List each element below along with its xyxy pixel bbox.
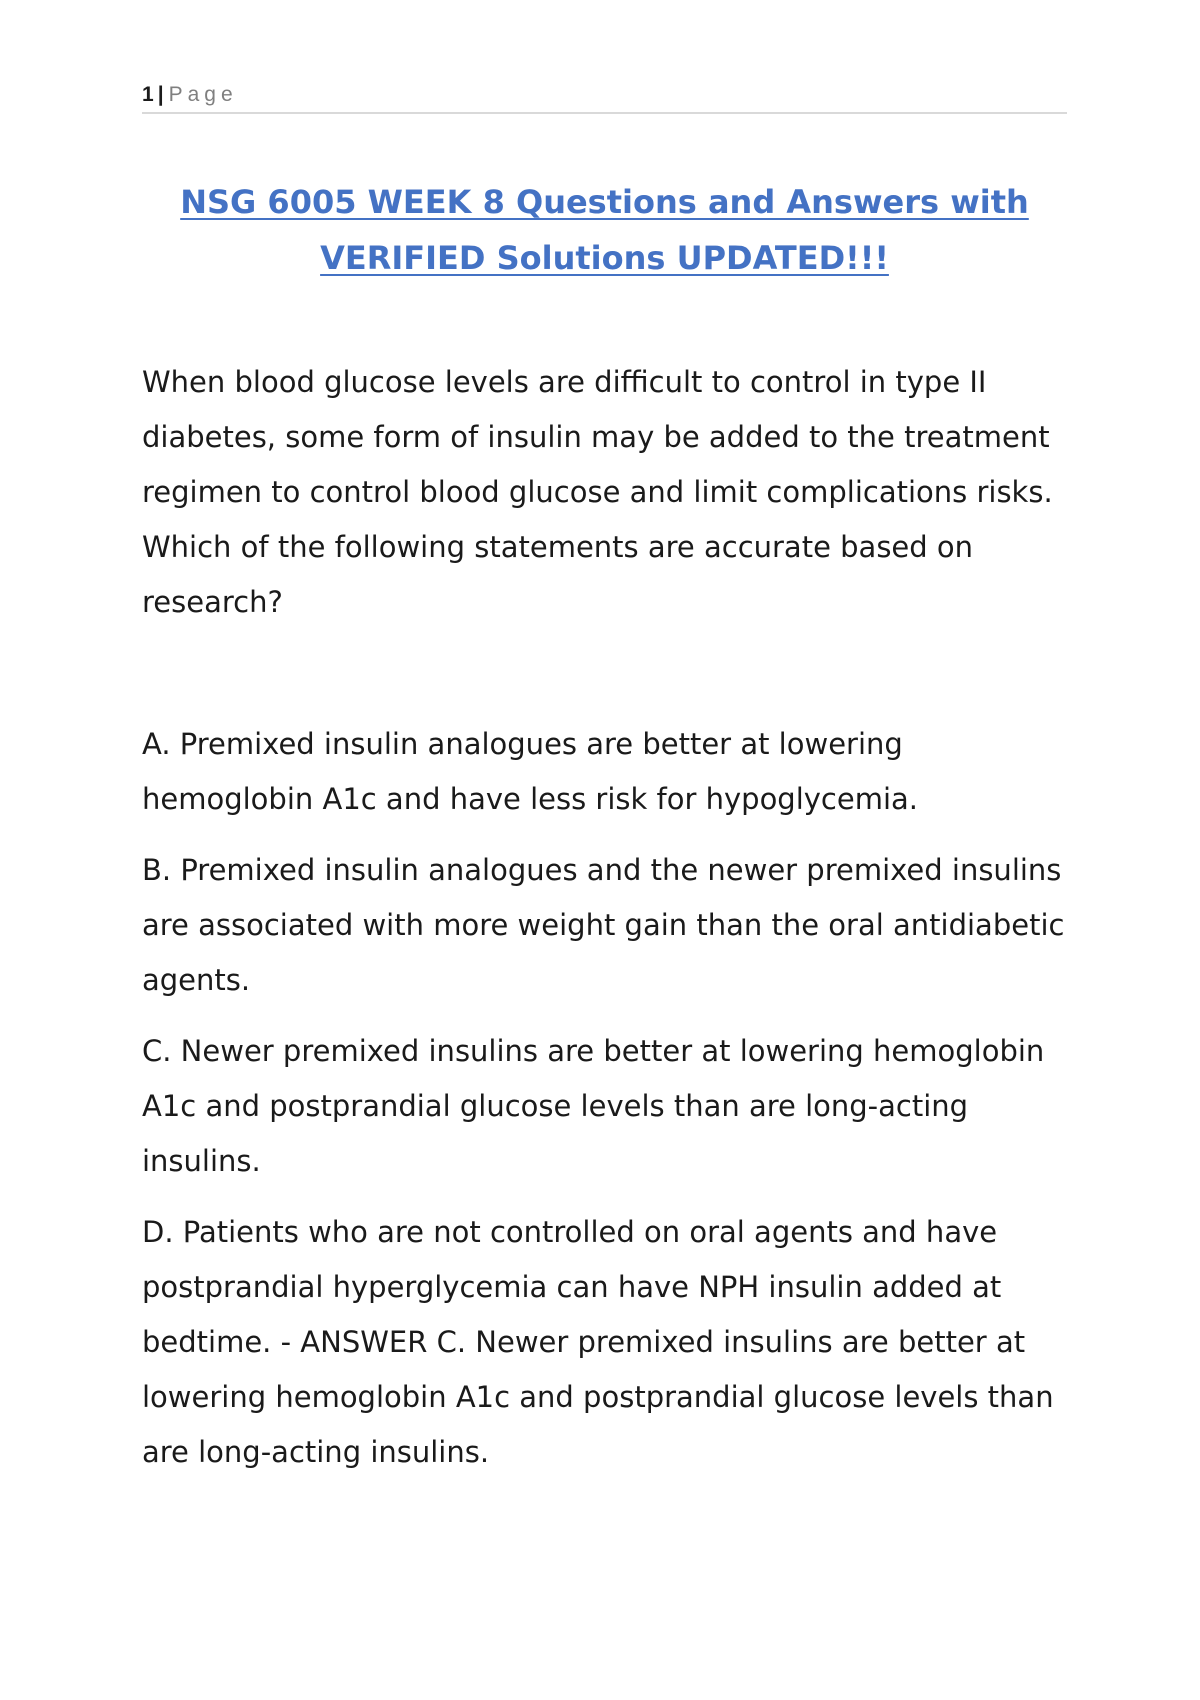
page-header	[142, 78, 1067, 114]
answer-options	[142, 717, 1072, 1480]
page-label: Page	[168, 83, 238, 106]
option-d-with-answer: D. Patients who are not controlled on oral agents and have postprandial hyperglycemia can have NPH insulin added at bedtime. - ANSWER C. Newer premixed insulins are better at lowering hemoglobin A1c and postprandial glucose levels than are long-acting insulins.	[142, 1215, 1054, 1469]
page-number: 1	[142, 83, 154, 106]
page-separator: |	[157, 83, 164, 106]
option-c: C. Newer premixed insulins are better at lowering hemoglobin A1c and postprandial glucose levels than are long-acting insulins.	[142, 1034, 1045, 1178]
option-a: A. Premixed insulin analogues are better at lowering hemoglobin A1c and have less risk for hypoglycemia.	[142, 727, 919, 816]
question-text: When blood glucose levels are difficult to control in type II diabetes, some form of insulin may be added to the treatment regimen to control blood glucose and limit complications risks. Which of the following statements are accurate based on research?	[142, 365, 1053, 619]
document-title	[142, 174, 1067, 286]
document-content	[142, 355, 1072, 1496]
option-b: B. Premixed insulin analogues and the newer premixed insulins are associated with more weight gain than the oral antidiabetic agents.	[142, 853, 1065, 997]
document-title-text: NSG 6005 WEEK 8 Questions and Answers with VERIFIED Solutions UPDATED!!!	[180, 183, 1029, 278]
